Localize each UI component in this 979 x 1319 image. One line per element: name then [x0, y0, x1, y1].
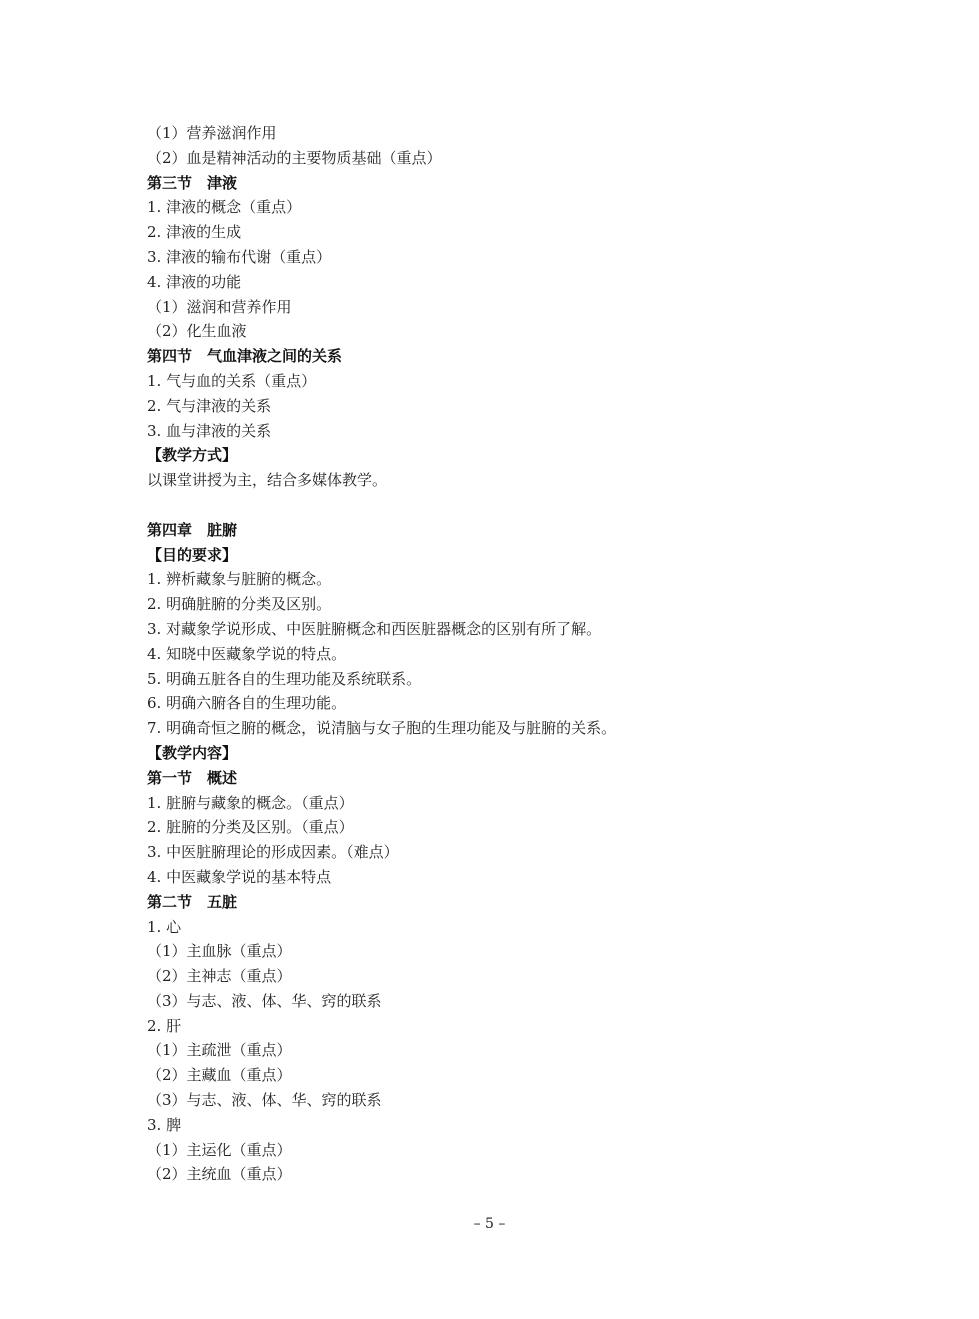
section-heading: 第一节 概述 [147, 768, 238, 787]
text-line: 4. 津液的功能 [147, 272, 242, 291]
section-heading: 【教学内容】 [147, 743, 238, 762]
text-line: 2. 津液的生成 [147, 223, 242, 242]
text-line: 1. 津液的概念（重点） [147, 198, 302, 217]
text-line: （1）主血脉（重点） [147, 942, 292, 961]
text-line: 5. 明确五脏各自的生理功能及系统联系。 [147, 669, 422, 688]
text-line: （2）主藏血（重点） [147, 1066, 292, 1085]
text-line: （1）营养滋润作用 [147, 124, 277, 142]
blank-line [147, 493, 847, 518]
text-line: 3. 脾 [147, 1115, 182, 1134]
text-line: （2）化生血液 [147, 322, 247, 341]
text-line: 7. 明确奇恒之腑的概念，说清脑与女子胞的生理功能及与脏腑的关系。 [147, 719, 617, 738]
text-line: 1. 气与血的关系（重点） [147, 371, 317, 390]
text-line: （3）与志、液、体、华、窍的联系 [147, 1091, 382, 1110]
text-line: （1）滋润和营养作用 [147, 297, 292, 316]
text-line: 3. 中医脏腑理论的形成因素。（难点） [147, 843, 399, 862]
section-heading: 第三节 津液 [147, 173, 238, 192]
text-line: （1）主运化（重点） [147, 1140, 292, 1159]
text-line: 2. 肝 [147, 1016, 182, 1035]
text-line: （2）主神志（重点） [147, 967, 292, 986]
text-line: 2. 气与津液的关系 [147, 396, 272, 415]
text-line: 3. 血与津液的关系 [147, 421, 272, 440]
text-line: （1）主疏泄（重点） [147, 1041, 292, 1060]
section-heading: 【目的要求】 [147, 545, 238, 564]
text-line: 1. 心 [147, 917, 182, 936]
text-line: 1. 脏腑与藏象的概念。（重点） [147, 793, 354, 812]
text-line: 3. 对藏象学说形成、中医脏腑概念和西医脏器概念的区别有所了解。 [147, 619, 602, 638]
section-heading: 第四节 气血津液之间的关系 [147, 347, 343, 366]
text-line: 6. 明确六腑各自的生理功能。 [147, 694, 347, 713]
text-line: 4. 中医藏象学说的基本特点 [147, 867, 332, 886]
section-heading: 第二节 五脏 [147, 892, 238, 911]
text-line: 以课堂讲授为主，结合多媒体教学。 [147, 471, 388, 490]
text-line: （2）主统血（重点） [147, 1165, 292, 1184]
text-line: （2）血是精神活动的主要物质基础（重点） [147, 148, 442, 167]
text-line: 2. 脏腑的分类及区别。（重点） [147, 818, 354, 837]
section-heading: 【教学方式】 [147, 446, 238, 465]
text-line: 1. 辨析藏象与脏腑的概念。 [147, 570, 332, 589]
text-line: （3）与志、液、体、华、窍的联系 [147, 991, 382, 1010]
page-body [147, 121, 847, 1187]
section-heading: 第四章 脏腑 [147, 520, 238, 539]
text-line: 4. 知晓中医藏象学说的特点。 [147, 644, 347, 663]
text-line: 2. 明确脏腑的分类及区别。 [147, 595, 332, 614]
text-line: 3. 津液的输布代谢（重点） [147, 247, 332, 266]
page-number: – 5 – [473, 1216, 506, 1232]
